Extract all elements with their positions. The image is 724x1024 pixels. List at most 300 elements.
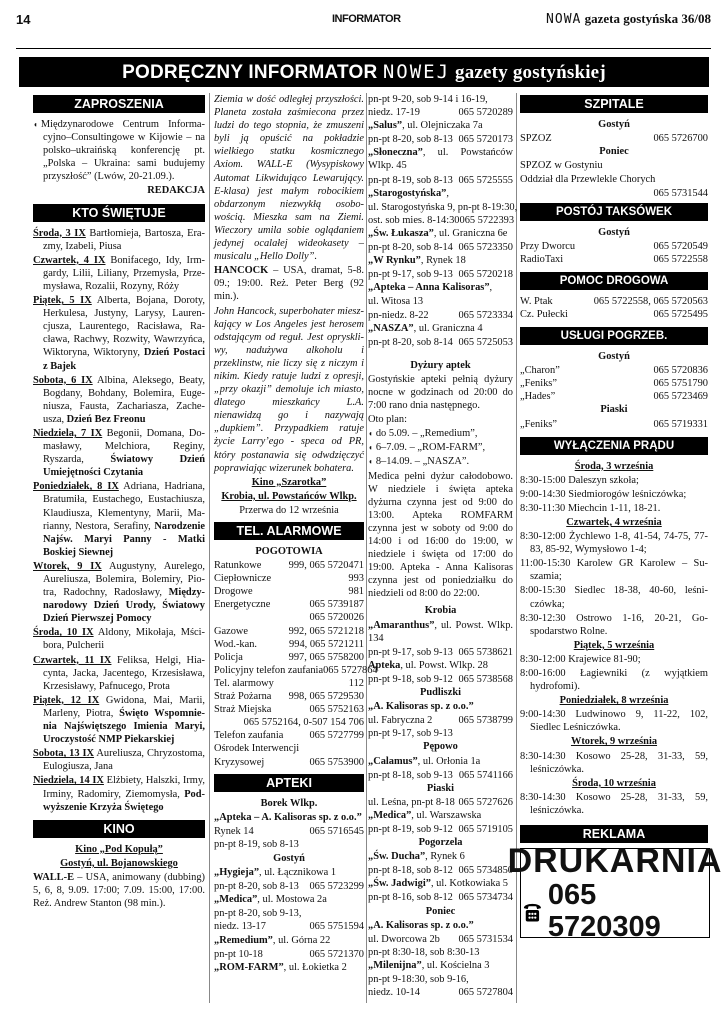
nameday-names: Feliksa, Helgi, Hiacynta, Jacka, Jacentego, Krzesisława, Krzesisławy, Pafnucego, Prota (43, 654, 205, 692)
bullet-icon: ◖ (33, 120, 38, 129)
nameday-item (33, 227, 205, 253)
pharmacy-hours-row (368, 214, 513, 227)
outage-item: 8:30-14:30 Kosowo 25-28, 31-33, 59, leśniczówka. (520, 750, 708, 775)
pharmacy-name-line (368, 227, 513, 240)
alarm-row (214, 664, 378, 677)
pogotowia-title: POGOTOWIA (255, 546, 323, 557)
swietuje-header: KTO ŚWIĘTUJE (33, 204, 205, 222)
nameday-names: Aureliusza, Chryzostoma, Eulogiusza, Jana (43, 748, 205, 773)
alarm-row (214, 585, 364, 598)
pharmacy-phone: 065 5719105 (458, 823, 513, 835)
dyzury-text: Gostyńskie apteki pełnią dyżury nocne w godzinach od 20:00 do 7:00 rano dnia następnego. (368, 373, 513, 412)
pharmacy-name: „Amaranthus” (368, 619, 435, 631)
pharmacy-address: , ul. Górna 22 (272, 934, 331, 946)
alarm-row-name: Straż Pożarna (214, 691, 272, 703)
alarm-row-name: Policja (214, 651, 243, 663)
nameday-item (33, 427, 205, 479)
nameday-day: Wtorek, 9 IX (33, 560, 102, 572)
column-1 (33, 93, 205, 911)
pharmacy-hours-row (368, 106, 513, 119)
pharmacy-phone: 065 5738568 (458, 673, 513, 685)
pharmacy-hours: niedz. 17-19 (368, 107, 420, 119)
pharmacy-name-line (368, 187, 513, 200)
pharmacy-name-line (368, 659, 513, 672)
nameday-holiday: Dzień Bez Freonu (66, 413, 146, 425)
banner-part2: NOWEJ (382, 61, 451, 83)
uslugi-piaski: Piaski (600, 404, 628, 416)
alarm-row-number: 112 (348, 677, 364, 689)
pharmacy-name-line (368, 809, 513, 822)
nameday-holiday: Światowy Dzień Umiejętności Czytania (43, 454, 205, 479)
nameday-item (33, 654, 205, 693)
alarm-row (214, 572, 364, 585)
pharmacy-name-line (368, 619, 513, 645)
pharmacy-phone: 065 5723334 (458, 309, 513, 321)
nameday-names: Elżbiety, Halszki, Irmy, Irminy, Radomiry, Ziemomysła, (43, 775, 205, 800)
alarm-list (214, 559, 378, 769)
advertisement[interactable] (507, 842, 723, 944)
pharmacy-phone: 065 5734734 (458, 892, 513, 904)
pharmacy-hours: pn-pt 8-20, sob 8-14 (368, 242, 453, 254)
page-banner (19, 57, 709, 87)
roadside-row (520, 295, 708, 308)
outage-item: 8:30-12:00 Krajewice 81-90; (520, 653, 641, 665)
krobia-list (368, 619, 513, 686)
outage-item: 8:00-15:30 Siedlec 18-38, 40-60, leśniczówka; (520, 585, 708, 610)
pharmacy-name: „Św. Jadwigi” (368, 878, 431, 890)
pharmacy-name: „A. Kalisoras sp. z o.o.” (368, 701, 474, 713)
pharmacy-name: „Św. Ducha” (368, 851, 426, 863)
pharmacy-hours: pn-pt 8-16, sob 8-12 (368, 892, 453, 904)
pharmacy-name-line (214, 961, 364, 974)
nameday-names: Augustyny, Aurelego, Aureliusza, Bolemira, Bolemiry, Piotra, Radochny, Radosławy, (43, 560, 205, 599)
borek-hours: pn-pt 8-19, sob 8-13 (214, 838, 299, 850)
pharmacy-phone: 065 5731534 (458, 933, 513, 945)
outage-day: Środa, 10 września (572, 777, 656, 789)
nameday-names: Gwidona, Mai, Marii, Marleny, Piotra, (43, 694, 205, 719)
pomoc-list (520, 295, 708, 321)
nameday-item (33, 374, 205, 426)
nameday-day: Środa, 10 IX (33, 627, 94, 639)
pharmacy-hours: pn-pt 8-20, sob 8-13 (214, 881, 299, 893)
nameday-names: Begonii, Domana, Domasławy, Melchiora, Reginy, Ryszarda, (43, 427, 205, 466)
pharmacy-name: „Apteka – Anna Kalisoras” (368, 282, 490, 294)
pharmacy-name-line (368, 322, 513, 335)
gostyn-title: Gostyń (273, 852, 305, 864)
zaproszenia-text: ◖ Międzynarodowe Centrum Informacyjno–Consultingowe w Kijowie – na polsko–ukraińską konferencję pt. „Polska – Ukraina: sami budujemy przyszłość” (Lwów, 20-21.09.). (33, 119, 205, 183)
nameday-day: Sobota, 13 IX (33, 748, 95, 760)
pharmacy-address: , ul. Mostowa 2a (257, 894, 327, 906)
alarm-row (214, 729, 364, 742)
pharmacy-name: „ROM-FARM” (214, 961, 284, 973)
alarm-row (214, 677, 364, 690)
outage-item: 8:30-12:30 Ostrowo 1-16, 20-21, Gospodarstwo Rolne. (520, 612, 708, 637)
outage-item: 8:30-15:00 Daleszyn szkoła; (520, 474, 639, 486)
dyzury-title: Dyżury aptek (410, 359, 471, 371)
banner-part1: PODRĘCZNY INFORMATOR (122, 62, 383, 83)
pharmacy-name: „Medica” (368, 809, 412, 821)
taxi-row-number: 065 5722558 (653, 253, 708, 265)
szarotka-address: Krobia, ul. Powstańców Wlkp. (221, 490, 357, 502)
outage-day: Wtorek, 9 września (570, 736, 658, 748)
pharmacy-address: , ul. Powstańców Wlkp. 45 (368, 147, 513, 172)
pharmacy-phone: 065 5725053 (458, 336, 513, 348)
pogorzela-title: Pogorzela (418, 837, 463, 849)
pharmacy-address: , ul. Warszawska (411, 809, 482, 821)
pharmacy-hours-row (368, 986, 513, 999)
banner-part3: gazety gostyńskiej (450, 62, 606, 83)
alarm-row-name: Policyjny telefon zaufania (214, 664, 324, 676)
nameday-item (33, 294, 205, 373)
column-4 (507, 93, 723, 944)
funeral-row-name: „Hades” (520, 391, 556, 403)
outage-item: 8:30-14:30 Kosowo 25-28, 31-33, 59, leśniczówka. (520, 791, 708, 816)
uslugi-header: USŁUGI POGRZEB. (520, 327, 708, 345)
pharmacy-hours: pn-pt 8-19, sob 9-12 (368, 823, 453, 835)
pharmacy-phone: 065 5725555 (458, 174, 513, 186)
pharmacy-name-line (368, 755, 513, 768)
roadside-row-number: 065 5725495 (653, 308, 708, 320)
pharmacy-phone: 065 5741166 (458, 769, 513, 781)
pharmacy-name: „A. Kalisoras sp. z o.o.” (368, 919, 474, 931)
pharmacy-list-cont (368, 93, 518, 349)
pharmacy-name: „Starogostyńska” (368, 187, 447, 199)
pharmacy-hours: pn-pt 9-17, sob 9-13 (368, 269, 453, 281)
pharmacy-hours-row (368, 295, 513, 308)
funeral-row-number: 065 5751790 (653, 378, 708, 390)
alarm-row-number: 065 5727799 (309, 730, 364, 742)
zaproszenia-sign: REDAKCJA (147, 185, 205, 197)
alarm-row-name: Kryzysowej (214, 756, 265, 768)
funeral-row-number: 065 5720836 (653, 365, 708, 377)
reklama-header: REKLAMA (520, 825, 708, 843)
nameday-item (33, 774, 205, 813)
nameday-day: Piątek, 12 IX (33, 694, 100, 706)
hancock-film: HANCOCK – USA, dramat, 5-8. 09.; 19:00. Reż. Peter Berg (92 min.). (214, 265, 364, 303)
nameday-names: Albina, Aleksego, Beaty, Bogdany, Bohdany, Bolemira, Eugeniusza, Fausta, Zachariasza, Zacheusza, (43, 374, 205, 425)
outage-day: Czwartek, 4 września (566, 516, 662, 528)
pharmacy-name-line (368, 700, 513, 713)
alarm-row-number: 994, 065 5721211 (289, 638, 364, 650)
funeral-row-name: „Charon” (520, 365, 560, 377)
nameday-day: Piątek, 5 IX (33, 295, 92, 307)
poniec-title: Poniec (425, 905, 456, 917)
pharmacy-hours: niedz. 10-14 (368, 987, 420, 999)
pharmacy-name: „Milenijna” (368, 959, 422, 971)
gostyn-pharmacy-list (214, 866, 364, 974)
pharmacy-address: , (446, 187, 449, 199)
nameday-day: Czwartek, 4 IX (33, 254, 106, 266)
pepowo-list (368, 755, 513, 782)
alarm-row-name: Energetyczne (214, 599, 271, 611)
uslugi-gostyn: Gostyń (598, 351, 630, 363)
pharmacy-hours-row (368, 93, 513, 106)
pepowo-title: Pępowo (423, 741, 458, 753)
ad-word: DRUKARNIA (507, 842, 723, 881)
pharmacy-name-line (368, 281, 513, 294)
nameday-names: Adriana, Hadriana, Bratumiła, Eustachego, Eustachiusza, Klaudiusza, Klementyny, Marii, Marianny, Nestora, Serafiny, (43, 481, 205, 532)
nameday-holiday: Narodzenie Najśw. Maryi Panny - Matki Boskiej Siewnej (43, 520, 205, 558)
pharmacy-address: , ul. Powst. Wlkp. 28 (400, 659, 488, 671)
szpitale-poniec-num: 065 5731544 (653, 188, 708, 200)
taxi-row (520, 253, 708, 266)
pharmacy-hours: pn-pt 8-20, sob 8-13 (368, 134, 453, 146)
poniec-list (368, 919, 513, 1000)
column-divider (366, 93, 367, 1003)
nameday-holiday: Podwyższenie Krzyża Świętego (43, 788, 205, 813)
pharmacy-address: , ul. Kościelna 3 (421, 959, 490, 971)
pudliszki-title: Pudliszki (420, 687, 461, 699)
pharmacy-name: „Calamus” (368, 755, 418, 767)
alarm-row (214, 703, 364, 716)
alarm-row-name: Wod.-kan. (214, 638, 258, 650)
szarotka-note: Przerwa do 12 września (239, 504, 339, 516)
nameday-day: Niedziela, 14 IX (33, 775, 104, 787)
szpitale-spzoz-row: SPZOZ 065 5726700 (520, 133, 708, 145)
nameday-item (33, 480, 205, 559)
pharmacy-hours-row (368, 714, 513, 727)
pharmacy-hours: pn-pt 9-20, sob 9-14 i 16-19, (368, 94, 488, 105)
nameday-day: Czwartek, 11 IX (33, 654, 112, 666)
pharmacy-hours: pn-pt 9-18:30, sob 9-16, (368, 974, 469, 985)
column-divider (209, 93, 210, 1003)
taxi-row-name: Przy Dworcu (520, 240, 576, 252)
nameday-item (33, 560, 205, 625)
uslugi-piaski-list (520, 418, 708, 431)
pharmacy-hours-row (214, 948, 364, 961)
piaski-title: Piaski (426, 782, 455, 794)
roadside-row-name: Cz. Pułecki (520, 308, 568, 320)
pharmacy-address: , ul. Łokietka 2 (283, 961, 347, 973)
nameday-item (33, 254, 205, 293)
alarm-row-number: 981 (348, 586, 364, 598)
krobia-title: Krobia (424, 605, 457, 617)
nameday-holiday: Święto Wspomnienia Najświętszego Imienia Maryi, Uroczystość NMP Piekarskiej (43, 707, 205, 746)
pharmacy-name: „Medica” (214, 894, 258, 906)
pharmacy-hours-row (368, 268, 513, 281)
pharmacy-address: , ul. Graniczna 6e (433, 227, 508, 239)
section-name: INFORMATOR (332, 13, 401, 25)
pharmacy-hours-row (214, 920, 364, 933)
alarm-header: TEL. ALARMOWE (214, 522, 364, 540)
pharmacy-hours-row (368, 174, 513, 187)
pharmacy-address: , ul. Olejniczaka 7a (402, 120, 483, 132)
alarm-row-number: 999, 065 5720471 (288, 560, 364, 572)
szpitale-gostyn: Gostyń (598, 119, 630, 130)
pharmacy-phone: 065 5727804 (458, 987, 513, 999)
pogorzela-list (368, 850, 513, 904)
pharmacy-name: „W Rynku” (368, 255, 421, 267)
taksowki-list (520, 240, 708, 266)
pharmacy-phone: 065 5738799 (458, 715, 513, 727)
pharmacy-name-line (214, 934, 364, 947)
pharmacy-hours-row (368, 241, 513, 254)
nameday-names: Bonifacego, Idy, Irmgardy, Lilii, Liliany, Przemysła, Przemysława, Rozalii, Rozyny, Róży (43, 254, 205, 292)
pharmacy-name-line (214, 893, 364, 906)
pharmacy-hours-row (368, 973, 513, 986)
alarm-row (214, 690, 364, 703)
pharmacy-name: „Hygieja” (214, 867, 260, 879)
alarm-row-number: 998, 065 5729530 (288, 691, 364, 703)
alarm-row-number: 992, 065 5721218 (288, 625, 364, 637)
pharmacy-hours: ul. Witosa 13 (368, 296, 424, 308)
pharmacy-name-line (368, 254, 513, 267)
pharmacy-hours: pn-pt 8-18, sob 9-13 (368, 769, 453, 781)
funeral-row (520, 377, 708, 390)
alarm-row-number: 065 5753900 (309, 756, 364, 768)
pharmacy-hours: pn-pt 9-17, sob 9-13 (368, 728, 453, 740)
pharmacy-phone: 065 5734850 (458, 865, 513, 877)
szpitale-header: SZPITALE (520, 95, 708, 113)
kino-venue: Kino „Pod Kopułą” (75, 843, 163, 855)
alarm-row-number: 065 5752164, 0-507 154 706 (243, 717, 364, 729)
pharmacy-hours-row (368, 823, 513, 836)
pharmacy-hours: pn-pt 8-19, sob 8-13 (368, 174, 453, 186)
pharmacy-hours: pn-pt 8:30-18, sob 8:30-13 (368, 946, 480, 958)
nameday-item (33, 626, 205, 652)
pharmacy-name: „Św. Łukasza” (368, 227, 434, 239)
phone-icon (521, 898, 544, 924)
pharmacy-hours: pn-pt 8-20, sob 9-13, (214, 908, 302, 920)
pharmacy-hours: pn-pt 9-17, sob 9-13 (368, 646, 453, 658)
outage-item: 8:00-16:00 Łagiewniki (z wyjątkiem hydrofomi). (520, 668, 708, 693)
dyzury-plan-label: Oto plan: (368, 414, 407, 426)
pharmacy-phone: 065 5721370 (309, 948, 364, 960)
pharmacy-phone: 065 5722393 (459, 214, 515, 226)
pharmacy-name: „Salus” (368, 120, 403, 132)
nameday-day: Środa, 3 IX (33, 227, 86, 239)
pharmacy-hours: ul. Starogostyńska 9, pn-pt 8-19:30, (368, 201, 518, 213)
pharmacy-hours-row (368, 673, 513, 686)
pharmacy-name: Apteka (368, 659, 401, 671)
duty-plan-text: 8–14.09. – „NASZA”. (375, 456, 470, 468)
pharmacy-phone: 065 5751594 (309, 921, 364, 933)
piaski-list (368, 796, 513, 836)
outage-item: 11:00-15:30 Karolew GR Karolew – Suszamia; (520, 558, 708, 583)
alarm-row-name: Ciepłownicze (214, 573, 272, 585)
dyzury-plan (368, 427, 513, 468)
pharmacy-hours-row (368, 891, 513, 904)
alarm-row-name: Ratunkowe (214, 560, 262, 572)
outage-item: 9:00-14:30 Ludwinowo 9, 11-22, 102, Siedlec Leśniczówka. (520, 709, 708, 734)
pudliszki-list (368, 700, 513, 740)
pharmacy-hours-row (368, 336, 513, 349)
alarm-row-name: Tel. alarmowy (214, 677, 274, 689)
alarm-row-name: Gazowe (214, 625, 249, 637)
page-header (16, 8, 711, 49)
pharmacy-hours-row (368, 796, 513, 809)
kino-film: WALL-E – USA, animowany (dubbing) 5, 6, 8, 9.09. 17:00; 7.09. 15:00, 17:00. Reż. Andrew Stanton (98 min.). (33, 871, 205, 910)
pharmacy-hours-row (368, 727, 513, 740)
alarm-row-name: Drogowe (214, 586, 253, 598)
nameday-day: Sobota, 6 IX (33, 374, 93, 386)
wylaczenia-list (520, 460, 708, 817)
pharmacy-hours-row (368, 769, 513, 782)
outage-item: 9:00-14:30 Siedmiorogów leśniczówka; (520, 488, 687, 500)
alarm-row-name: Straż Miejska (214, 704, 272, 716)
alarm-row-number: 065 5752163 (309, 704, 364, 716)
alarm-row (214, 756, 364, 769)
alarm-row (214, 638, 364, 651)
outage-day: Środa, 3 września (574, 460, 654, 472)
duty-plan-text: 6–7.09. – „ROM-FARM”, (375, 442, 486, 454)
pharmacy-hours: ost. sob mies. 8-14:30 (368, 214, 460, 226)
pharmacy-address: , ul. Orłonia 1a (417, 755, 481, 767)
duty-plan-text: do 5.09. – „Remedium”, (375, 428, 478, 440)
funeral-row-name: „Feniks” (520, 378, 557, 390)
pharmacy-name-line (368, 919, 513, 932)
pharmacy-hours: ul. Dworcowa 2b (368, 933, 440, 945)
pomoc-header: POMOC DROGOWA (520, 272, 708, 290)
pharmacy-hours-row (368, 946, 513, 959)
pharmacy-name: „NASZA” (368, 322, 414, 334)
issue-label (546, 11, 711, 27)
column-2 (214, 93, 378, 975)
kino-header: KINO (33, 820, 205, 838)
alarm-row (214, 611, 364, 624)
funeral-row (520, 390, 708, 403)
pharmacy-hours-row (214, 907, 364, 920)
borek-name: „Apteka – A. Kalisoras sp. z o.o.” (214, 811, 362, 823)
issue-prefix: NOWA (546, 12, 582, 27)
nameday-item (33, 694, 205, 746)
szarotka-venue: Kino „Szarotka” (251, 476, 327, 488)
dyzury-text2: Medica pełni dyżur całodobowo. W niedziele i święta apteka dyżurna czynna jest od 9:00 do 13:00. Apteka ROMFARM czynna jest w soboty od 9:00 do 14:00 i od 16:00 do 19:00, w niedziele i święta od 17:00 do 19:00. Apteka - Anna Kalisoras czynna jest od poniedziałku do niedzieli od 8:00 do 22:00. (368, 470, 513, 600)
bullet-icon: ◖ (368, 457, 373, 467)
pharmacy-address: , ul. Graniczna 4 (413, 322, 483, 334)
ad-phone: 065 5720309 (547, 879, 661, 944)
szpitale-poniec-l1: SPZOZ w Gostyniu (520, 160, 603, 172)
funeral-row (520, 364, 708, 377)
pharmacy-phone: 065 5723350 (458, 242, 513, 254)
nameday-holiday: Dzień Postaci z Bajek (43, 347, 205, 372)
zaproszenia-header: ZAPROSZENIA (33, 95, 205, 113)
alarm-row-name: Telefon zaufania (214, 730, 284, 742)
pharmacy-phone: 065 5720218 (458, 269, 513, 281)
bullet-icon: ◖ (368, 429, 373, 439)
pharmacy-hours: pn-niedz. 8-22 (368, 309, 429, 321)
pharmacy-phone: 065 5720289 (458, 107, 513, 119)
nameday-item (33, 747, 205, 773)
nameday-day: Poniedziałek, 8 IX (33, 481, 119, 493)
outage-item: 8:30-12:00 Żychlewo 1-8, 41-54, 74-75, 77-83, 85-92, Wymysłowo 1-4; (520, 531, 708, 556)
nameday-holiday: Międzynarodowy Dzień Urody, Światowy Dzień Pierwszej Pomocy (43, 587, 205, 625)
pharmacy-phone: 065 5720173 (458, 134, 513, 146)
pharmacy-name-line (368, 877, 513, 890)
alarm-row (214, 559, 364, 572)
pharmacy-address: , Rynek 6 (425, 851, 465, 863)
hancock-review: John Hancock, superbohater mieszkający w Los Angeles jest herosem odstającym od reguł. Jest opryskliwy, nadużywa alkoholu i przeklinstw, nie liczy się z niczym i nikim. Kiedy ratuje ludzi z opresji, „przy okazji” demoluje ich miasto, dlatego mieszkańcy L.A. nienawidzą go i nazywają „dupkiem”. Przypadkiem ratuje życie Larry’ego - speca od PR, który postanawia się odwdzięczyć poprawiając wizerunek bohatera. (214, 305, 364, 474)
alarm-row-number: 997, 065 5758200 (288, 651, 364, 663)
pharmacy-address: , ul. Łącznikowa 1 (259, 867, 337, 879)
nameday-day: Niedziela, 7 IX (33, 427, 103, 439)
pharmacy-hours-row (214, 880, 364, 893)
apteki-header: APTEKI (214, 774, 364, 792)
pharmacy-address: , ul. Kotkowiaka 5 (430, 878, 508, 890)
duty-plan-item (368, 455, 513, 468)
borek-row: Rynek 14 065 5716545 (214, 825, 364, 837)
pharmacy-address: , (489, 282, 493, 294)
borek-title: Borek Wlkp. (260, 797, 318, 809)
pharmacy-name-line (368, 146, 513, 172)
pharmacy-address: , ul. Powst. Wlkp. 134 (368, 619, 513, 644)
alarm-row-number: 993 (348, 573, 364, 585)
alarm-row-number: 065 5720026 (309, 612, 364, 624)
issue-rest: gazeta gostyńska 36/08 (581, 11, 711, 26)
pharmacy-name-line (214, 866, 364, 879)
bullet-icon: ◖ (368, 443, 373, 453)
duty-plan-item (368, 427, 513, 440)
